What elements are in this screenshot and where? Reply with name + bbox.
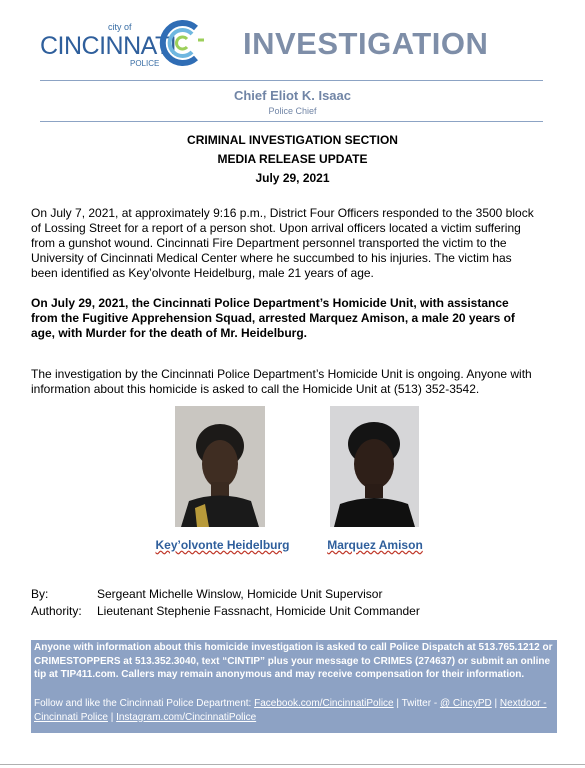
logo-city-name: CINCINNATI	[40, 32, 177, 60]
nextdoor-link[interactable]: Nextdoor - Cincinnati Police	[34, 698, 547, 723]
social-links	[34, 697, 556, 724]
section-heading: CRIMINAL INVESTIGATION SECTION	[187, 133, 398, 147]
victim-photo	[175, 406, 265, 527]
instagram-separator: |	[107, 711, 117, 723]
header-divider-bottom	[40, 121, 543, 122]
chief-title: Police Chief	[268, 106, 317, 116]
chief-name: Chief Eliot K. Isaac	[233, 88, 352, 103]
authority-row	[31, 604, 420, 618]
city-logo-icon	[156, 18, 206, 68]
authority-label: Authority:	[31, 604, 82, 618]
byline-row	[31, 587, 382, 601]
logo-dept-text: POLICE	[130, 59, 160, 68]
victim-caption: Key’olvonte Heidelburg	[155, 538, 290, 552]
byline-value: Sergeant Michelle Winslow, Homicide Unit Supervisor	[97, 587, 383, 601]
paragraph-incident: On July 7, 2021, at approximately 9:16 p.m., District Four Officers responded to the 3500 block of Lossing Street for a report of a person shot. Upon arrival officers located a victim suffering from a gunshot wound. Cincinnati Fire Department personnel transported the victim to the University of Cincinnati Medical Center where he succumbed to his injuries. The victim has been identified as Key’olvonte Heidelburg, male 21 years of age.	[31, 206, 534, 280]
page-title: INVESTIGATION	[243, 26, 489, 61]
authority-value: Lieutenant Stephenie Fassnacht, Homicide Unit Commander	[97, 604, 420, 618]
paragraph-ongoing: The investigation by the Cincinnati Police Department’s Homicide Unit is ongoing. Anyone with information about this homicide is asked to call the Homicide Unit at (513) 352-3542.	[31, 367, 532, 396]
release-date: July 29, 2021	[255, 171, 330, 185]
twitter-separator: | Twitter -	[393, 698, 440, 709]
nextdoor-separator: |	[491, 698, 500, 709]
tip-notice: Anyone with information about this homicide investigation is asked to call Police Dispatch at 513.765.1212 or CRIMESTOPPERS at 513.352.3040, text “CINTIP” plus your message to CRIMES (274637) or submit an online tip at TIP411.com. Callers may remain anonymous and may receive compensation for their information.	[34, 642, 553, 680]
page-bottom-divider	[0, 764, 585, 765]
suspect-caption: Marquez Amison	[327, 538, 423, 552]
release-type: MEDIA RELEASE UPDATE	[217, 152, 368, 166]
suspect-photo	[330, 406, 419, 527]
twitter-link[interactable]: @ CincyPD	[439, 698, 492, 709]
logo-city-text: city of	[108, 22, 132, 32]
paragraph-arrest: On July 29, 2021, the Cincinnati Police Department’s Homicide Unit, with assistance from the Fugitive Apprehension Squad, arrested Marquez Amison, a male 20 years of age, with Murder for the death of Mr. Heidelburg.	[31, 296, 515, 340]
follow-text: Follow and like the Cincinnati Police Department:	[34, 698, 255, 709]
facebook-link[interactable]: Facebook.com/CincinnatiPolice	[254, 698, 394, 709]
header-divider-top	[40, 80, 543, 81]
instagram-link[interactable]: Instagram.com/CincinnatiPolice	[116, 711, 257, 723]
tip-info-box	[31, 640, 557, 733]
byline-label: By:	[31, 587, 49, 601]
